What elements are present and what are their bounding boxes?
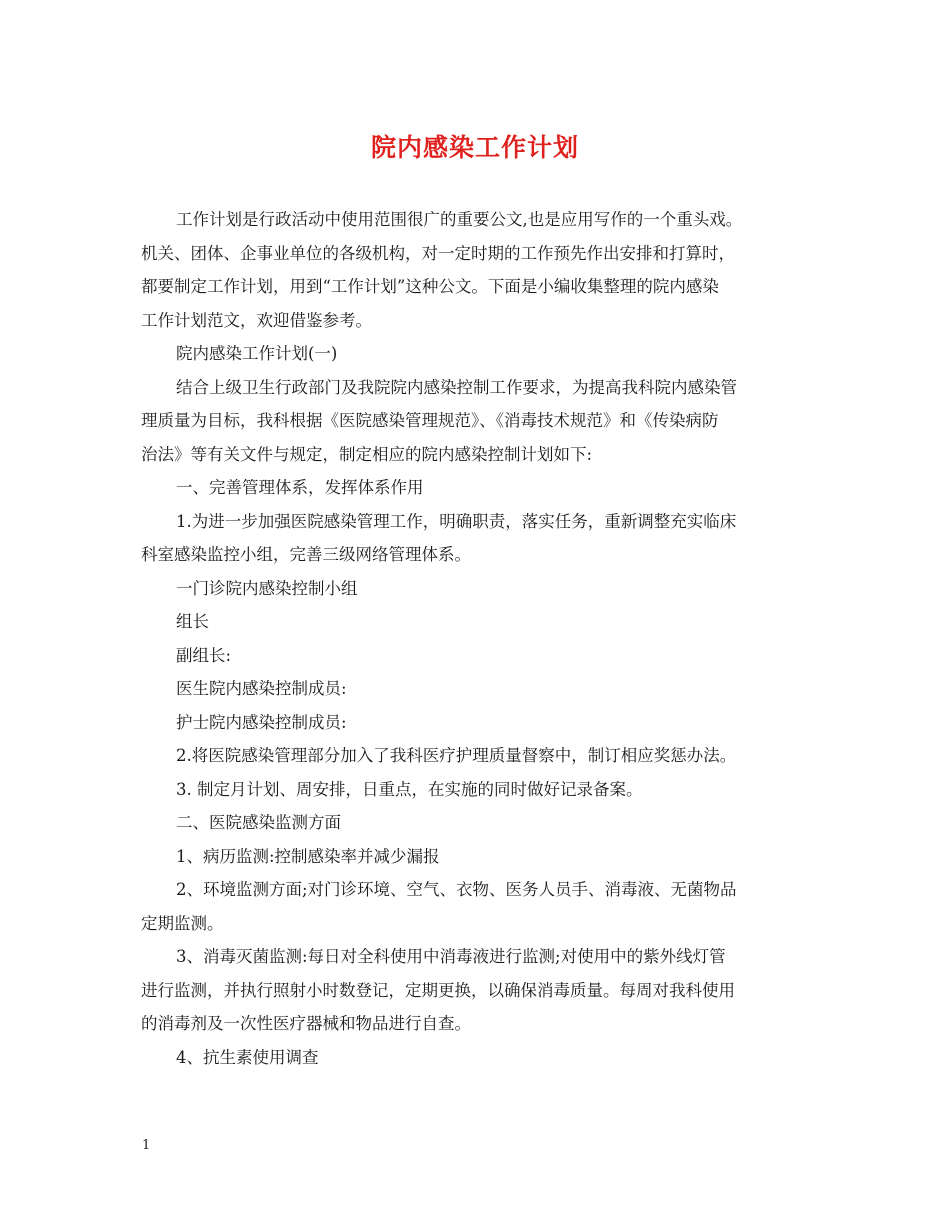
- section-heading: 一、完善管理体系，发挥体系作用: [176, 478, 424, 497]
- paragraph-line: 副组长:: [176, 645, 232, 665]
- paragraph-line: 3、消毒灭菌监测:每日对全科使用中消毒液进行监测;对使用中的紫外线灯管: [176, 947, 726, 966]
- paragraph-line: 一门诊院内感染控制小组: [176, 578, 358, 598]
- paragraph-line: 1.为进一步加强医院感染管理工作，明确职责，落实任务，重新调整充实临床: [176, 511, 737, 531]
- paragraph-line: 定期监测。: [141, 913, 224, 933]
- paragraph-line: 进行监测，并执行照射小时数登记，定期更换，以确保消毒质量。每周对我科使用: [141, 980, 735, 1000]
- paragraph-line: 机关、团体、企事业单位的各级机构，对一定时期的工作预先作出安排和打算时，: [141, 243, 735, 263]
- document-body: [141, 203, 816, 1074]
- paragraph-line: 3. 制定月计划、周安排，日重点，在实施的同时做好记录备案。: [176, 779, 643, 799]
- document-title: 院内感染工作计划: [370, 133, 579, 162]
- paragraph-line: 结合上级卫生行政部门及我院院内感染控制工作要求，为提高我科院内感染管: [176, 377, 737, 397]
- paragraph-line: 理质量为目标，我科根据《医院感染管理规范》、《消毒技术规范》和《传染病防: [141, 411, 719, 430]
- paragraph-line: 都要制定工作计划，用到“工作计划”这种公文。下面是小编收集整理的院内感染: [141, 277, 719, 296]
- page-number: 1: [142, 1138, 151, 1153]
- paragraph-line: 4、抗生素使用调查: [176, 1047, 319, 1067]
- section-heading: 二、医院感染监测方面: [176, 813, 341, 832]
- paragraph-line: 护士院内感染控制成员:: [176, 712, 347, 732]
- paragraph-line: 2、环境监测方面;对门诊环境、空气、衣物、医务人员手、消毒液、无菌物品: [176, 880, 737, 899]
- paragraph-line: 组长: [176, 612, 209, 631]
- section-heading: 院内感染工作计划(一): [176, 344, 338, 363]
- paragraph-line: 科室感染监控小组，完善三级网络管理体系。: [141, 545, 471, 564]
- paragraph-line: 工作计划范文，欢迎借鉴参考。: [141, 310, 372, 330]
- paragraph-line: 1、病历监测:控制感染率并减少漏报: [176, 846, 440, 866]
- paragraph-line: 工作计划是行政活动中使用范围很广的重要公文,也是应用写作的一个重头戏。: [176, 210, 743, 229]
- paragraph-line: 2.将医院感染管理部分加入了我科医疗护理质量督察中，制订相应奖惩办法。: [176, 746, 737, 765]
- paragraph-line: 治法》等有关文件与规定，制定相应的院内感染控制计划如下:: [141, 444, 593, 464]
- paragraph-line: 医生院内感染控制成员:: [176, 679, 347, 698]
- paragraph-line: 的消毒剂及一次性医疗器械和物品进行自查。: [141, 1014, 471, 1033]
